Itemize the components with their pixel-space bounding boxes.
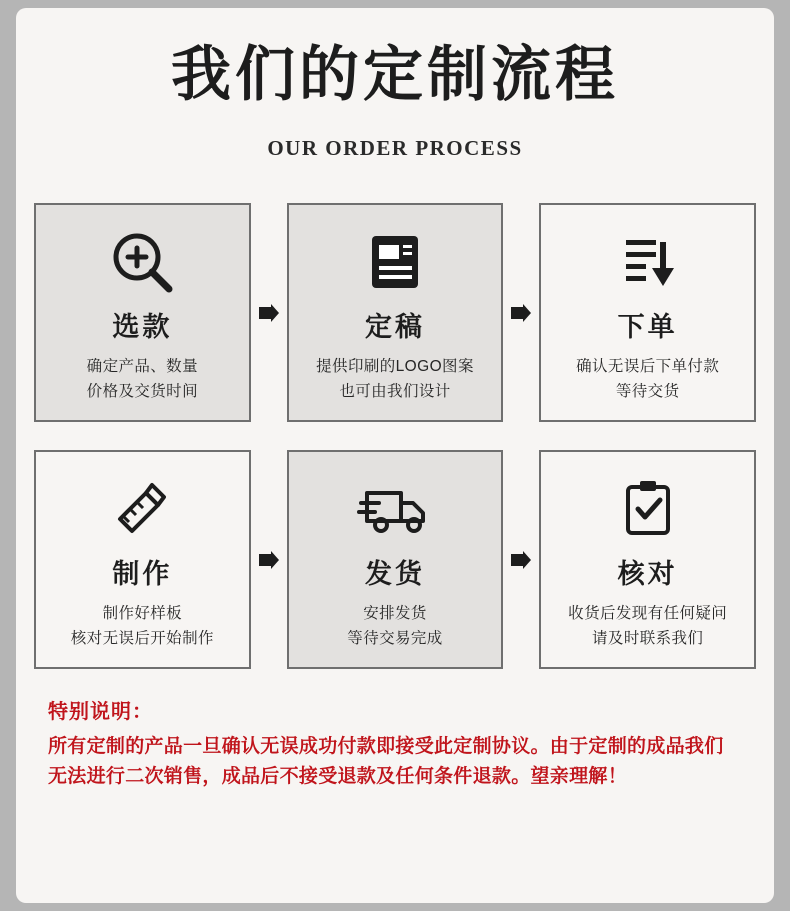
clipboard-check-icon	[612, 470, 684, 548]
step-title: 定稿	[365, 312, 425, 342]
process-step-card[interactable]	[539, 203, 756, 422]
step-desc-line: 收货后发现有任何疑问	[568, 605, 728, 623]
step-desc-line: 核对无误后开始制作	[70, 630, 214, 648]
process-step-card[interactable]	[34, 450, 251, 669]
arrow-right-icon	[251, 450, 287, 669]
step-desc-line: 等待交货	[615, 383, 680, 401]
process-row-1	[34, 203, 756, 422]
notes-body	[48, 732, 742, 791]
step-desc-line: 确认无误后下单付款	[576, 358, 720, 375]
arrow-right-icon	[503, 203, 539, 422]
page-subtitle: OUR ORDER PROCESS	[267, 136, 523, 160]
process-page	[16, 8, 774, 903]
step-desc-line: 请及时联系我们	[592, 630, 704, 648]
step-desc-line: 提供印刷的LOGO图案	[316, 358, 474, 375]
step-desc-line: 制作好样板	[102, 605, 183, 623]
process-step-card[interactable]	[539, 450, 756, 669]
step-title: 选款	[112, 312, 173, 342]
arrow-right-icon	[503, 450, 539, 669]
step-desc	[316, 354, 474, 404]
step-desc-line: 确定产品、数量	[86, 358, 198, 375]
ruler-pencil-icon	[106, 470, 178, 548]
magnifier-plus-icon	[106, 223, 178, 301]
notes-body-line: 无法进行二次销售，成品后不接受退款及任何条件退款。望亲理解！	[48, 765, 628, 787]
step-desc	[71, 601, 214, 651]
process-grid	[16, 203, 774, 669]
step-desc-line: 也可由我们设计	[339, 383, 451, 401]
step-title: 核对	[617, 559, 678, 590]
step-desc	[347, 601, 442, 651]
step-title: 下单	[617, 312, 678, 342]
step-desc	[576, 354, 719, 404]
document-lines-icon	[359, 223, 431, 301]
step-desc-line: 安排发货	[363, 605, 427, 623]
delivery-truck-icon	[357, 470, 433, 548]
step-title: 发货	[365, 559, 425, 590]
process-step-card[interactable]	[287, 450, 504, 669]
step-desc	[568, 601, 727, 651]
order-download-icon	[612, 223, 684, 301]
arrow-right-icon	[251, 203, 287, 422]
page-title: 我们的定制流程	[171, 42, 619, 108]
notes-title: 特别说明：	[48, 701, 153, 724]
special-notes	[16, 695, 774, 791]
process-step-card[interactable]	[287, 203, 504, 422]
notes-body-line: 所有定制的产品一旦确认无误成功付款即接受此定制协议。由于定制的成品我们	[48, 736, 724, 758]
step-desc	[87, 354, 198, 404]
step-desc-line: 等待交易完成	[347, 630, 443, 648]
process-row-2	[34, 450, 756, 669]
process-step-card[interactable]	[34, 203, 251, 422]
step-desc-line: 价格及交货时间	[86, 383, 198, 401]
step-title: 制作	[112, 559, 173, 590]
